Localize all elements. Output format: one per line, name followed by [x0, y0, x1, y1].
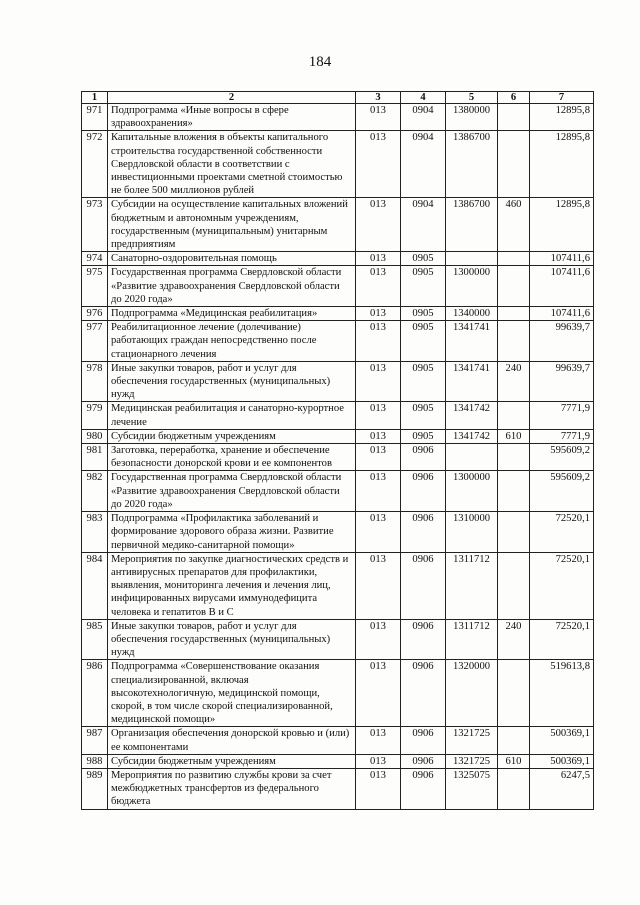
section-code-cell: 0906	[401, 660, 446, 727]
item-name-cell: Государственная программа Свердловской области «Развитие здравоохранения Свердловской области до 2020 года»	[108, 266, 356, 307]
amount-cell: 12895,8	[530, 198, 594, 252]
amount-cell: 519613,8	[530, 660, 594, 727]
ministry-code-cell: 013	[356, 471, 401, 512]
expense-type-cell	[498, 660, 530, 727]
expense-type-cell	[498, 552, 530, 619]
item-name-cell: Субсидии бюджетным учреждениям	[108, 754, 356, 768]
target-article-cell: 1341741	[446, 361, 498, 402]
row-number-cell: 981	[82, 444, 108, 471]
ministry-code-cell: 013	[356, 429, 401, 443]
target-article-cell: 1300000	[446, 471, 498, 512]
section-code-cell: 0905	[401, 321, 446, 362]
section-code-cell: 0906	[401, 768, 446, 809]
ministry-code-cell: 013	[356, 266, 401, 307]
table-row	[82, 471, 594, 512]
expense-type-cell	[498, 307, 530, 321]
item-name-cell: Мероприятия по закупке диагностических средств и антивирусных препаратов для профилактики, выявления, мониторинга лечения и лечения лиц, инфицированных вирусами иммунодефицита человека и гепатитов В и С	[108, 552, 356, 619]
row-number-cell: 972	[82, 131, 108, 198]
expense-type-cell: 240	[498, 619, 530, 660]
item-name-cell: Государственная программа Свердловской области «Развитие здравоохранения Свердловской области до 2020 года»	[108, 471, 356, 512]
amount-cell: 72520,1	[530, 512, 594, 553]
section-code-cell: 0904	[401, 104, 446, 131]
item-name-cell: Иные закупки товаров, работ и услуг для обеспечения государственных (муниципальных) нужд	[108, 361, 356, 402]
amount-cell: 6247,5	[530, 768, 594, 809]
ministry-code-cell: 013	[356, 402, 401, 429]
row-number-cell: 975	[82, 266, 108, 307]
expense-type-cell	[498, 402, 530, 429]
expense-type-cell	[498, 768, 530, 809]
amount-cell: 107411,6	[530, 266, 594, 307]
ministry-code-cell: 013	[356, 444, 401, 471]
section-code-cell: 0906	[401, 512, 446, 553]
column-header: 1	[82, 92, 108, 104]
section-code-cell: 0905	[401, 307, 446, 321]
table-row	[82, 402, 594, 429]
budget-table	[81, 91, 594, 810]
item-name-cell: Подпрограмма «Иные вопросы в сфере здравоохранения»	[108, 104, 356, 131]
ministry-code-cell: 013	[356, 512, 401, 553]
row-number-cell: 980	[82, 429, 108, 443]
table-row	[82, 660, 594, 727]
row-number-cell: 987	[82, 727, 108, 754]
row-number-cell: 982	[82, 471, 108, 512]
target-article-cell: 1325075	[446, 768, 498, 809]
amount-cell: 99639,7	[530, 361, 594, 402]
expense-type-cell: 610	[498, 754, 530, 768]
ministry-code-cell: 013	[356, 768, 401, 809]
expense-type-cell	[498, 131, 530, 198]
target-article-cell: 1311712	[446, 619, 498, 660]
target-article-cell: 1341741	[446, 321, 498, 362]
ministry-code-cell: 013	[356, 131, 401, 198]
expense-type-cell	[498, 444, 530, 471]
column-header: 3	[356, 92, 401, 104]
ministry-code-cell: 013	[356, 307, 401, 321]
ministry-code-cell: 013	[356, 104, 401, 131]
table-row	[82, 307, 594, 321]
section-code-cell: 0904	[401, 131, 446, 198]
table-row	[82, 429, 594, 443]
row-number-cell: 976	[82, 307, 108, 321]
table-row	[82, 266, 594, 307]
row-number-cell: 989	[82, 768, 108, 809]
target-article-cell: 1340000	[446, 307, 498, 321]
amount-cell: 99639,7	[530, 321, 594, 362]
row-number-cell: 971	[82, 104, 108, 131]
amount-cell: 595609,2	[530, 444, 594, 471]
target-article-cell: 1321725	[446, 727, 498, 754]
amount-cell: 107411,6	[530, 307, 594, 321]
section-code-cell: 0905	[401, 266, 446, 307]
column-header: 2	[108, 92, 356, 104]
table-body	[82, 104, 594, 810]
ministry-code-cell: 013	[356, 361, 401, 402]
table-row	[82, 512, 594, 553]
item-name-cell: Капитальные вложения в объекты капитального строительства государственной собственности Свердловской области в соответствии с инвестиционными проектами сметной стоимостью не более 500 миллионов рублей	[108, 131, 356, 198]
item-name-cell: Организация обеспечения донорской кровью и (или) ее компонентами	[108, 727, 356, 754]
table-row	[82, 361, 594, 402]
table-row	[82, 444, 594, 471]
header-row	[82, 92, 594, 104]
ministry-code-cell: 013	[356, 321, 401, 362]
target-article-cell: 1300000	[446, 266, 498, 307]
item-name-cell: Иные закупки товаров, работ и услуг для обеспечения государственных (муниципальных) нужд	[108, 619, 356, 660]
target-article-cell: 1321725	[446, 754, 498, 768]
page-number: 184	[308, 54, 332, 70]
item-name-cell: Подпрограмма «Совершенствование оказания специализированной, включая высокотехнологичную, медицинской помощи, скорой, в том числе скорой специализированной, медицинской помощи»	[108, 660, 356, 727]
item-name-cell: Медицинская реабилитация и санаторно-курортное лечение	[108, 402, 356, 429]
item-name-cell: Мероприятия по развитию службы крови за счет межбюджетных трансфертов из федерального бюджета	[108, 768, 356, 809]
amount-cell: 72520,1	[530, 619, 594, 660]
row-number-cell: 983	[82, 512, 108, 553]
table-row	[82, 198, 594, 252]
ministry-code-cell: 013	[356, 727, 401, 754]
section-code-cell: 0905	[401, 252, 446, 266]
row-number-cell: 973	[82, 198, 108, 252]
amount-cell: 500369,1	[530, 727, 594, 754]
row-number-cell: 988	[82, 754, 108, 768]
target-article-cell: 1320000	[446, 660, 498, 727]
table-row	[82, 754, 594, 768]
section-code-cell: 0906	[401, 754, 446, 768]
row-number-cell: 979	[82, 402, 108, 429]
section-code-cell: 0906	[401, 619, 446, 660]
table-row	[82, 552, 594, 619]
target-article-cell: 1311712	[446, 552, 498, 619]
target-article-cell: 1341742	[446, 429, 498, 443]
item-name-cell: Субсидии на осуществление капитальных вложений бюджетным и автономным учреждениям, государственным (муниципальным) унитарным предприятиям	[108, 198, 356, 252]
item-name-cell: Субсидии бюджетным учреждениям	[108, 429, 356, 443]
expense-type-cell	[498, 471, 530, 512]
column-header: 6	[498, 92, 530, 104]
amount-cell: 7771,9	[530, 429, 594, 443]
expense-type-cell	[498, 727, 530, 754]
expense-type-cell: 240	[498, 361, 530, 402]
section-code-cell: 0904	[401, 198, 446, 252]
ministry-code-cell: 013	[356, 619, 401, 660]
section-code-cell: 0905	[401, 402, 446, 429]
section-code-cell: 0905	[401, 429, 446, 443]
expense-type-cell	[498, 104, 530, 131]
target-article-cell: 1380000	[446, 104, 498, 131]
amount-cell: 72520,1	[530, 552, 594, 619]
amount-cell: 12895,8	[530, 104, 594, 131]
expense-type-cell	[498, 266, 530, 307]
target-article-cell: 1310000	[446, 512, 498, 553]
table-row	[82, 727, 594, 754]
section-code-cell: 0905	[401, 361, 446, 402]
table-row	[82, 131, 594, 198]
row-number-cell: 986	[82, 660, 108, 727]
target-article-cell: 1341742	[446, 402, 498, 429]
amount-cell: 500369,1	[530, 754, 594, 768]
target-article-cell: 1386700	[446, 198, 498, 252]
expense-type-cell	[498, 321, 530, 362]
row-number-cell: 974	[82, 252, 108, 266]
ministry-code-cell: 013	[356, 198, 401, 252]
amount-cell: 7771,9	[530, 402, 594, 429]
amount-cell: 12895,8	[530, 131, 594, 198]
ministry-code-cell: 013	[356, 754, 401, 768]
row-number-cell: 985	[82, 619, 108, 660]
ministry-code-cell: 013	[356, 552, 401, 619]
section-code-cell: 0906	[401, 552, 446, 619]
row-number-cell: 978	[82, 361, 108, 402]
section-code-cell: 0906	[401, 727, 446, 754]
item-name-cell: Реабилитационное лечение (долечивание) работающих граждан непосредственно после стационарного лечения	[108, 321, 356, 362]
amount-cell: 595609,2	[530, 471, 594, 512]
section-code-cell: 0906	[401, 471, 446, 512]
item-name-cell: Санаторно-оздоровительная помощь	[108, 252, 356, 266]
row-number-cell: 984	[82, 552, 108, 619]
table-row	[82, 252, 594, 266]
table-row	[82, 619, 594, 660]
amount-cell: 107411,6	[530, 252, 594, 266]
target-article-cell	[446, 444, 498, 471]
item-name-cell: Подпрограмма «Медицинская реабилитация»	[108, 307, 356, 321]
row-number-cell: 977	[82, 321, 108, 362]
item-name-cell: Подпрограмма «Профилактика заболеваний и формирование здорового образа жизни. Развитие первичной медико-санитарной помощи»	[108, 512, 356, 553]
column-header: 7	[530, 92, 594, 104]
table-row	[82, 104, 594, 131]
target-article-cell: 1386700	[446, 131, 498, 198]
table-row	[82, 768, 594, 809]
column-header: 5	[446, 92, 498, 104]
ministry-code-cell: 013	[356, 660, 401, 727]
column-header: 4	[401, 92, 446, 104]
expense-type-cell: 460	[498, 198, 530, 252]
target-article-cell	[446, 252, 498, 266]
expense-type-cell	[498, 512, 530, 553]
section-code-cell: 0906	[401, 444, 446, 471]
ministry-code-cell: 013	[356, 252, 401, 266]
item-name-cell: Заготовка, переработка, хранение и обеспечение безопасности донорской крови и ее компонентов	[108, 444, 356, 471]
expense-type-cell	[498, 252, 530, 266]
table-row	[82, 321, 594, 362]
expense-type-cell: 610	[498, 429, 530, 443]
